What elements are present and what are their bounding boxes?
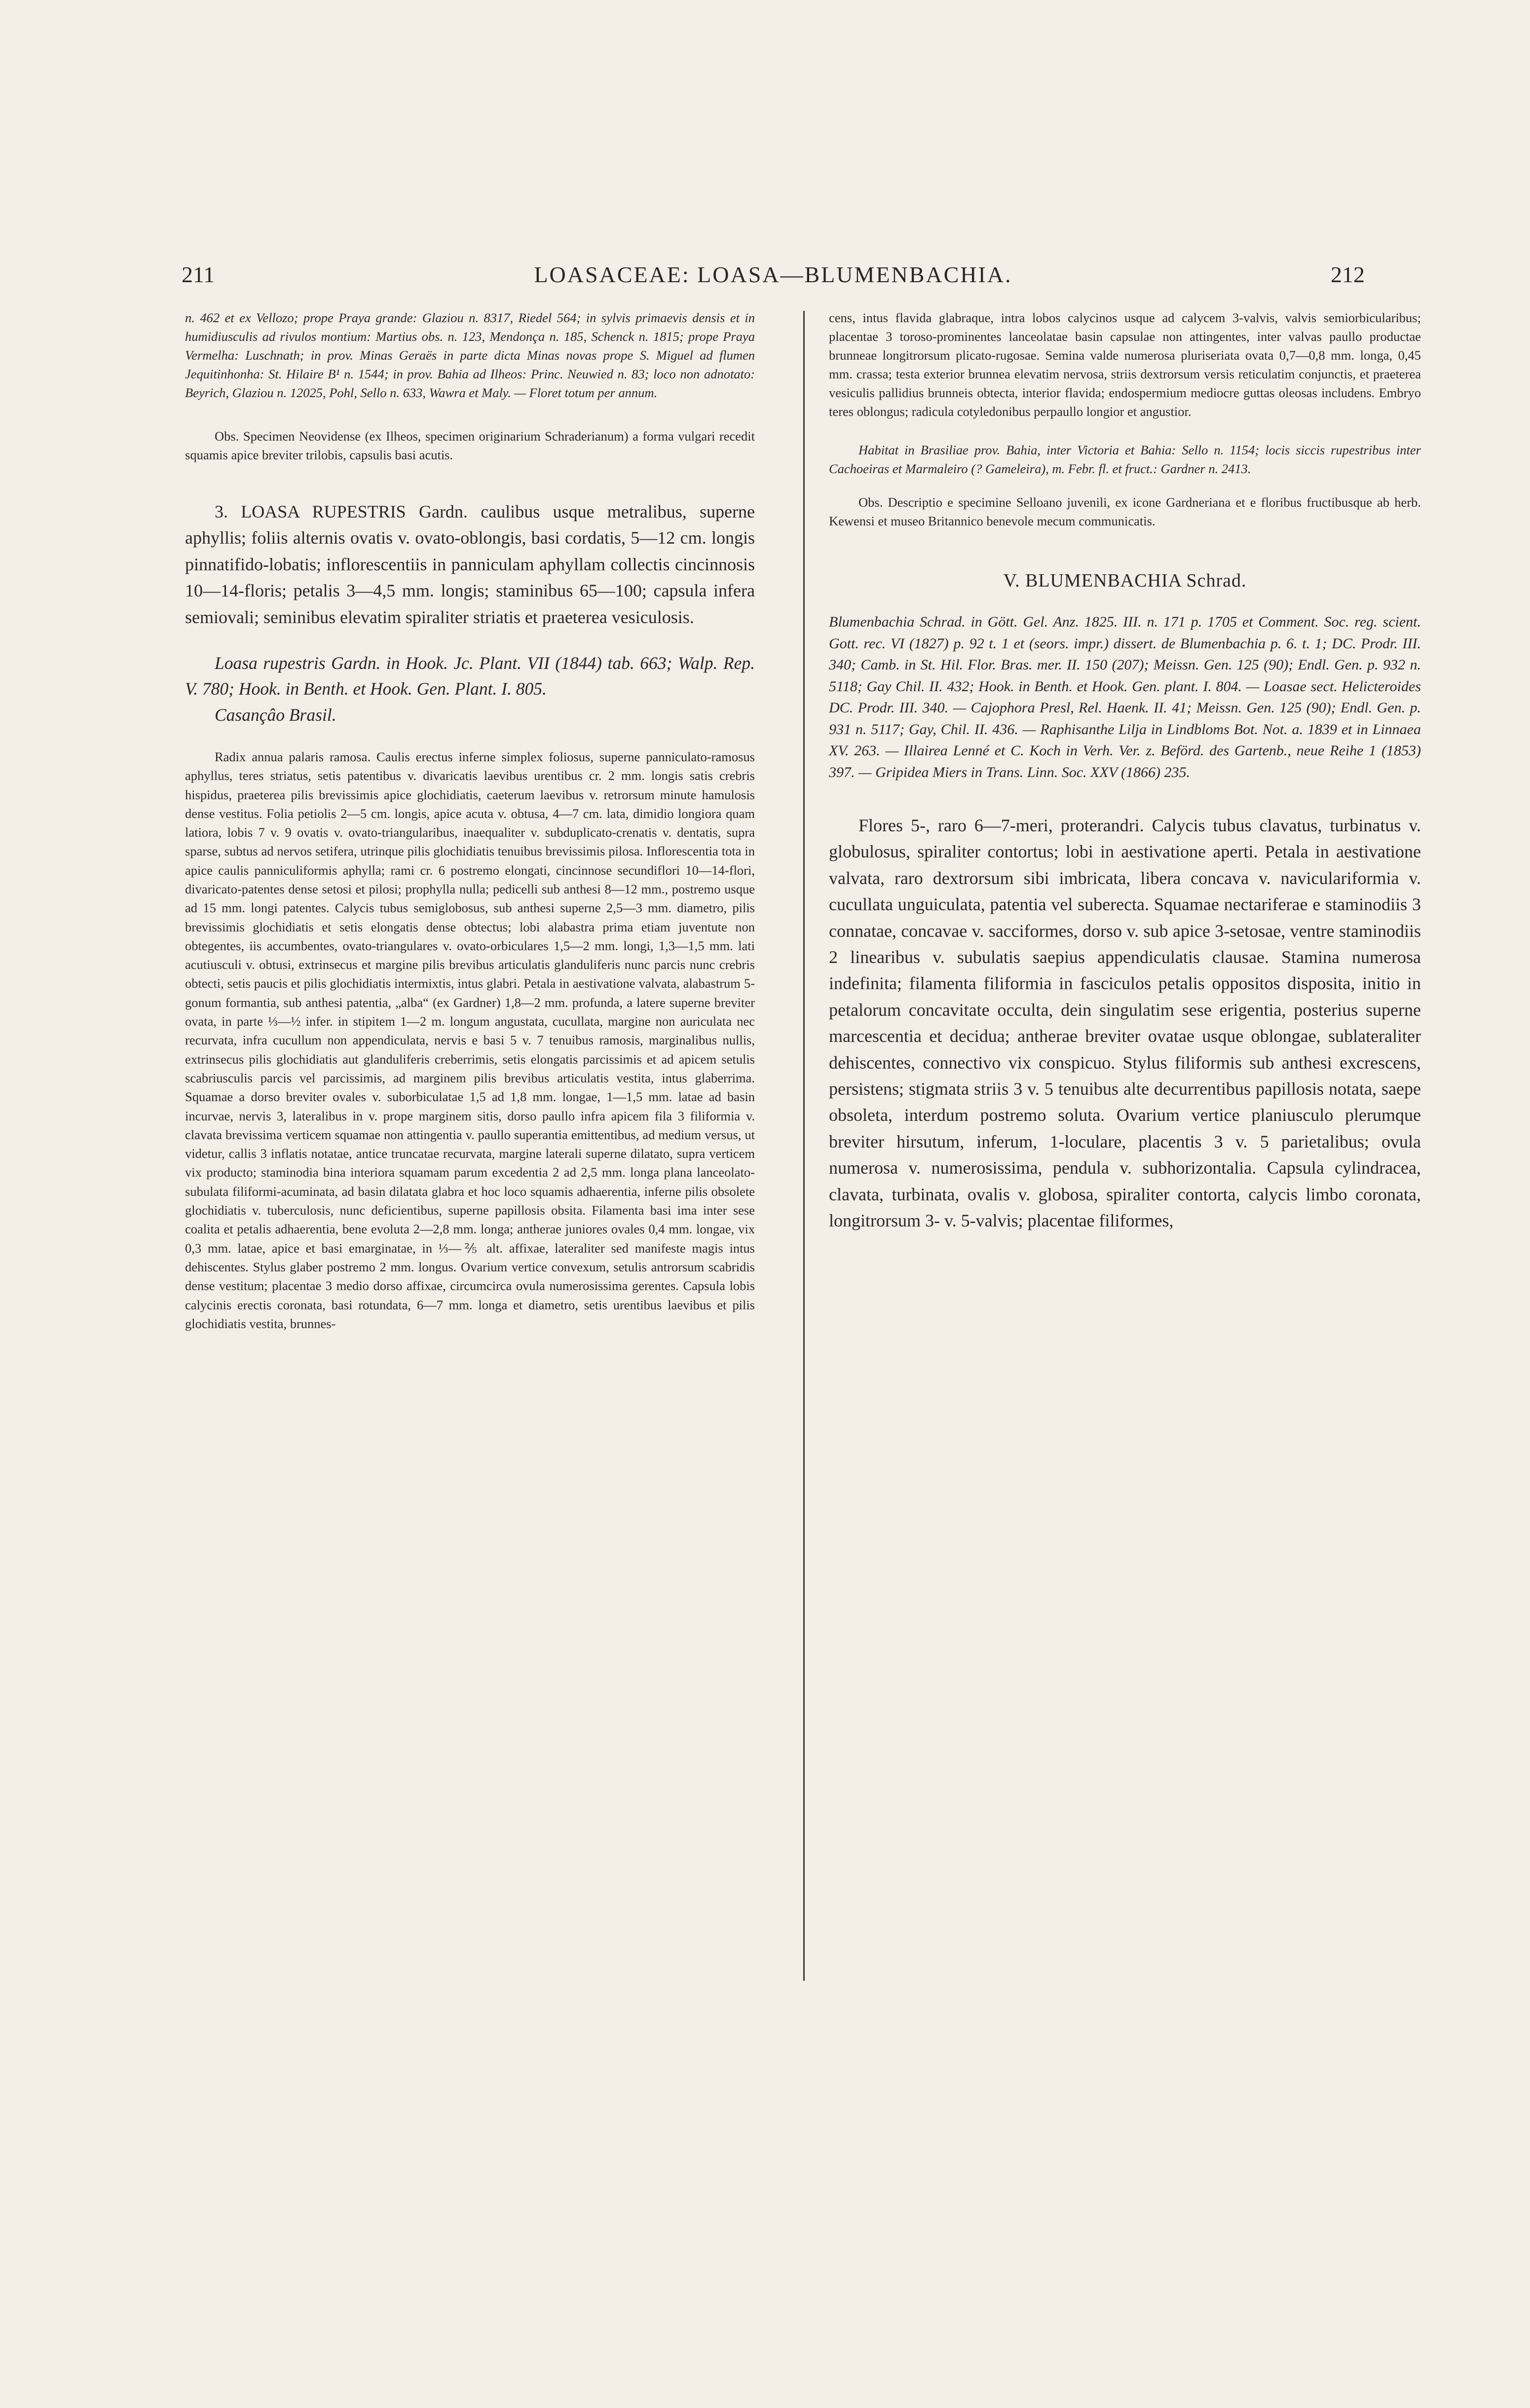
page-number-left: 211	[182, 262, 215, 287]
genus-description: Flores 5-, raro 6—7-meri, proterandri. Calycis tubus clavatus, turbinatus v. globulosus, spiraliter contortus; lobi in aestivatione aperti. Petala in aestivatione valvata, raro dextrorsum sibi imbricata, libera concava v. naviculariformia v. cucullata unguiculata, patentia vel suberecta. Squamae nectariferae e staminodiis 3 connatae, concavae v. sacciformes, dorso v. sub apice 3-setosae, ventre staminodiis 2 linearibus v. subulatis saepius appendiculatis clausae. Stamina numerosa indefinita; filamenta filiformia in fasciculos petalis oppositos disposita, initio in petalorum concavitate occulta, dein singulatim sese erigentia, posterius superne marcescentia et decidua; antherae breviter ovatae usque oblongae, sublateraliter dehiscentes, connectivo vix conspicuo. Stylus filiformis sub anthesi excrescens, persistens; stigmata striis 3 v. 5 tenuibus alte decurrentibus papillosis notata, saepe obsoleta, interdum postremo soluta. Ovarium vertice planiusculo plerumque breviter hirsutum, inferum, 1-loculare, placentis 3 v. 5 parietalibus; ovula numerosa v. numerosissima, pendula v. subhorizontalia. Capsula cylindracea, clavata, turbinata, ovalis v. globosa, spiraliter contorta, calycis limbo coronata, longitrorsum 3- v. 5-valvis; placentae filiformes,	[829, 815, 1421, 1231]
observation-note: Obs. Specimen Neovidense (ex Ilheos, specimen originarium Schraderianum) a forma vulgari recedit squamis apice breviter trilobis, capsulis basi acutis.	[185, 429, 755, 462]
habitat-paragraph: Habitat in Brasiliae prov. Bahia, inter Victoria et Bahia: Sello n. 1154; locis siccis rupestribus inter Cachoeiras et Marmaleiro (? Gameleira), m. Febr. fl. et fruct.: Gardner n. 2413.	[829, 443, 1421, 476]
left-column	[185, 308, 755, 1333]
observation-note-right: Obs. Descriptio e specimine Selloano juvenili, ex icone Gardneriana et e floribus fructibusque ab herb. Kewensi et museo Britannico benevole mecum communicatis.	[829, 495, 1421, 528]
genus-heading-blumenbachia: V. BLUMENBACHIA Schrad.	[1003, 570, 1247, 591]
species-description: Radix annua palaris ramosa. Caulis erectus inferne simplex foliosus, superne panniculato-ramosus aphyllus, teres striatus, setis patentibus v. divaricatis laevibus urentibus cr. 2 mm. longis satis crebris hispidus, praeterea pilis brevissimis apice glochidiatis, caeterum laevibus v. retrorsum minute hamulosis dense vestitus. Folia petiolis 2—5 cm. longis, apice acuta v. obtusa, 4—7 cm. lata, dimidio longiora quam latiora, lobis 7 v. 9 ovatis v. ovato-triangularibus, inaequaliter v. subduplicato-crenatis v. dentatis, supra sparse, subtus ad nervos setifera, utrinque pilis glochidiatis tenuibus brevissimis pilosa. Inflorescentia tota in apice caulis panniculiformis aphylla; rami cr. 6 postremo elongati, cincinnose secundiflori 10—14-flori, divaricato-patentes dense setosi et pilosi; prophylla nulla; pedicelli sub anthesi 8—12 mm., postremo usque ad 15 mm. longi patentes. Calycis tubus semiglobosus, sub anthesi superne 2,5—3 mm. diametro, pilis brevissimis glochidiatis et setis elongatis dense obtectus; lobi alabastra prima etiam juventute non obtegentes, iis accumbentes, ovato-triangulares v. ovato-orbiculares 1,5—2 mm. longi, 1,3—1,5 mm. lati acutiusculi v. obtusi, extrinsecus et margine pilis brevibus articulatis glanduliferis nunc parcis nunc crebris obtecti, setis paucis et pilis glochidiatis intermixtis, intus glabri. Petala in aestivatione valvata, alabastrum 5-gonum formantia, sub anthesi patentia, „albа“ (ex Gardner) 1,8—2 mm. profunda, a latere superne breviter ovata, in parte ⅓—½ infer. in stipitem 1—2 m. longum angustata, cucullata, margine non auriculata nec recurvata, infra cucullum non appendiculata, nervis e basi 5 v. 7 tenuibus ramosis, marginalibus nullis, extrinsecus pilis glochidiatis aut glanduliferis creberrimis, setis elongatis parcissimis et ad apicem setulis scabriusculis parcis vel parcissimis, ad marginem pilis brevibus articulatis vestita, intus glaberrima. Squamae a dorso breviter ovales v. suborbiculatae 1,5 ad 1,8 mm. longae, 1—1,5 mm. latae ad basin incurvae, nervis 3, lateralibus in v. prope marginem sitis, dorso paullo infra apicem fila 3 filiformia v. clavata brevissima verticem squamae non attingentia v. paullo superantia emittentibus, ad medium versus, ut videtur, callis 3 inflatis notatae, antice truncatae recurvata, margine laterali superne dilatato, supra verticem vix producto; staminodia bina interiora squamam parum excedentia 2 ad 2,5 mm. longa plana lanceolato-subulata filiformi-acuminata, ad basin dilatata glabra et hoc loco squamis adhaerentia, inferne pilis obsolete glochidiatis v. tuberculosis, nunc deficientibus, superne papillosis obsita. Filamenta basi ima inter sese coalita et petalis adhaerentia, bene evoluta 2—2,8 mm. longa; antherae juniores ovales 0,4 mm. longae, vix 0,3 mm. latae, apice et basi emarginatae, in ⅓—⅖ alt. affixae, lateraliter sed manifeste magis intus dehiscentes. Stylus glaber postremo 2 mm. longus. Ovarium vertice convexum, setulis antrorsum scabridis dense vestitum; placentae 3 medio dorso affixae, circumcirca ovula numerosissima gerentes. Capsula lobis calycinis erectis coronata, basi rotundata, 6—7 mm. longa et diametro, setis urentibus laevibus et pilis glochidiatis vestita, brunnes-	[185, 749, 755, 1331]
species-heading-loasa-rupestris: 3. LOASA RUPESTRIS Gardn. caulibus usque metralibus, superne aphyllis; foliis alternis ovatis v. ovato-oblongis, basi cordatis, 5—12 cm. longis pinnatifido-lobatis; inflorescentiis in panniculam aphyllam collectis cincinnosis 10—14-floris; petalis 3—4,5 mm. longis; staminibus 65—100; capsula infera semiovali; seminibus elevatim spiraliter striatis et praeterea vesiculosis.	[185, 502, 755, 627]
page-number-right: 212	[1331, 262, 1365, 287]
running-title: LOASACEAE: LOASA—BLUMENBACHIA.	[534, 262, 1012, 287]
vernacular-name: Casançâo Brasil.	[215, 704, 336, 725]
genus-synonymy: Blumenbachia Schrad. in Gött. Gel. Anz. 1825. III. n. 171 p. 1705 et Comment. Soc. reg. scient. Gott. rec. VI (1827) p. 92 t. 1 et (seors. impr.) dissert. de Blumenbachia p. 6. t. 1; DC. Prodr. III. 340; Camb. in St. Hil. Flor. Bras. mer. II. 150 (207); Meissn. Gen. 125 (90); Endl. Gen. p. 932 n. 5118; Gay Chil. II. 432; Hook. in Benth. et Hook. Gen. plant. I. 804. — Loasae sect. Helicteroides DC. Prodr. III. 340. — Cajophora Presl, Rel. Haenk. II. 41; Meissn. Gen. 125 (90); Endl. Gen. p. 931 n. 5117; Gay, Chil. II. 436. — Raphisanthe Lilja in Lindbloms Bot. Not. a. 1839 et in Linnaea XV. 263. — Illairea Lenné et C. Koch in Verh. Ver. z. Beförd. des Gartenb., neue Reihe 1 (1853) 397. — Gripidea Miers in Trans. Linn. Soc. XXV (1866) 235.	[829, 614, 1421, 780]
column-divider	[803, 311, 805, 1981]
description-continuation: cens, intus flavida glabraque, intra lobos calycinos usque ad calycem 3-valvis, valvis semiorbicularibus; placentae 3 toroso-prominentes lanceolatae basin capsulae non attingentes, inter valvas paullo productae brunneae longitrorsum plicato-rugosae. Semina valde numerosa pluriseriata ovata 0,7—0,8 mm. longa, 0,45 mm. crassa; testa exterior brunnea elevatim nervosa, striis dextrorsum versis reticulatim conjunctis, et praeterea vesiculis pallidius brunneis obtecta, interior flavida; endospermium mediocre guttas oleosas includens. Embryo teres oblongus; radicula cotyledonibus perpaullo longior et angustior.	[829, 310, 1421, 419]
right-column	[829, 308, 1421, 1234]
specimen-citation-continuation: n. 462 et ex Vellozo; prope Praya grande: Glaziou n. 8317, Riedel 564; in sylvis primaevis densis et in humidiusculis ad rivulos montium: Martius obs. n. 123, Mendonça n. 185, Schenck n. 1815; prope Praya Vermelha: Luschnath; in prov. Minas Geraës in parte dicta Minas novas prope S. Miguel ad flumen Jequitinhonha: St. Hilaire B¹ n. 1544; in prov. Bahia ad Ilheos: Princ. Neuwied n. 83; loco non adnotato: Beyrich, Glaziou n. 12025, Pohl, Sello n. 633, Wawra et Maly. — Floret totum per annum.	[185, 310, 755, 400]
page-header	[182, 261, 1365, 291]
literature-citation: Loasa rupestris Gardn. in Hook. Jc. Plant. VII (1844) tab. 663; Walp. Rep. V. 780; Hook. in Benth. et Hook. Gen. Plant. I. 805.	[185, 653, 755, 699]
